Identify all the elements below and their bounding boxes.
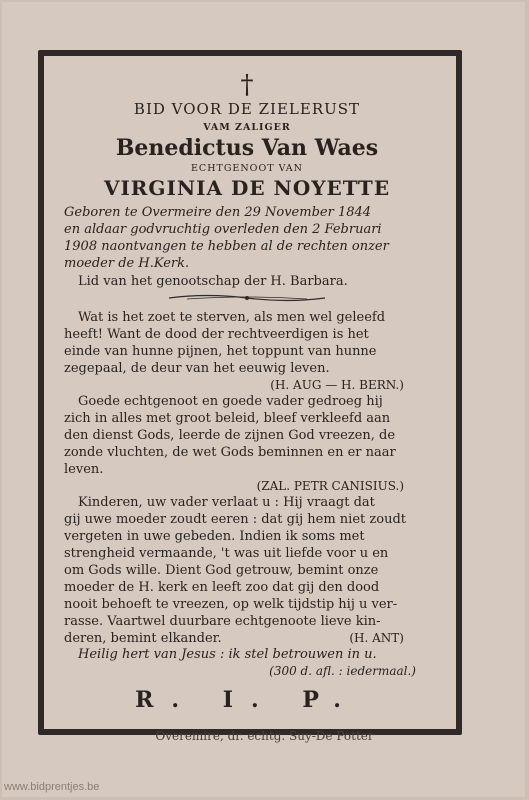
printer-credit: Overemire, dr. echtg. Suy-De Potter <box>155 729 374 743</box>
closing-prayer: Heilig hert van Jesus : ik stel betrouwen in u. <box>78 647 377 662</box>
site-watermark: www.bidprentjes.be <box>4 781 100 793</box>
birth-death-text: Geboren te Overmeire den 29 November 1844 en aldaar godvruchtig overleden den 2 Februari 1908 naontvangen te hebben al de rechten onzer moeder de H.Kerk. <box>64 205 389 271</box>
ornament-divider <box>167 293 327 303</box>
card-heading: BID VOOR DE ZIELERUST <box>133 100 361 118</box>
quote-paragraph-1: Wat is het zoet te sterven, als men wel geleefd heeft! Want de dood der rechtveerdigen is het einde van hunne pijnen, het toppunt van hunne zegepaal, de deur van het eeuwig leven. <box>64 310 386 376</box>
rip-text: R. I. P. <box>135 687 359 713</box>
spouse-name: VIRGINIA DE NOYETTE <box>103 176 391 200</box>
quote-paragraph-2: Goede echtgenoot en goede vader gedroeg hij zich in alles met groot beleid, bleef verkleefd aan den dienst Gods, leerde de zijnen God vreezen, de zonde vluchten, de wet Gods beminnen en er naar leven. <box>64 394 396 477</box>
card-content <box>60 72 434 713</box>
membership-text: Lid van het genootschap der H. Barbara. <box>78 274 348 289</box>
quote-attribution-3: (H. ANT) <box>349 631 404 645</box>
indulgence-note: (300 d. afl. : iedermaal.) <box>269 664 416 678</box>
cross-icon: † <box>240 70 254 100</box>
card-subheading: VAM ZALIGER <box>203 122 291 133</box>
quote-attribution-1: (H. AUG — H. BERN.) <box>270 378 404 392</box>
quote-attribution-2: (ZAL. PETR CANISIUS.) <box>256 479 404 493</box>
spouse-label: ECHTGENOOT VAN <box>191 163 303 174</box>
deceased-name: Benedictus Van Waes <box>115 135 379 161</box>
farewell-paragraph: Kinderen, uw vader verlaat u : Hij vraagt dat gij uwe moeder zoudt eeren : dat gij hem niet zoudt vergeten in uwe gebeden. Indien ik soms met strengheid vermaande, 't was uit liefde voor u en om Gods wille. Dient God getrouw, bemint onze moeder de H. kerk en leeft zoo dat gij den dood nooit behoeft te vreezen, op welk tijdstip hij u ver- rasse. Vaartwel duurbare echtgenoote lieve kin- deren, bemint elkander. <box>64 495 406 646</box>
